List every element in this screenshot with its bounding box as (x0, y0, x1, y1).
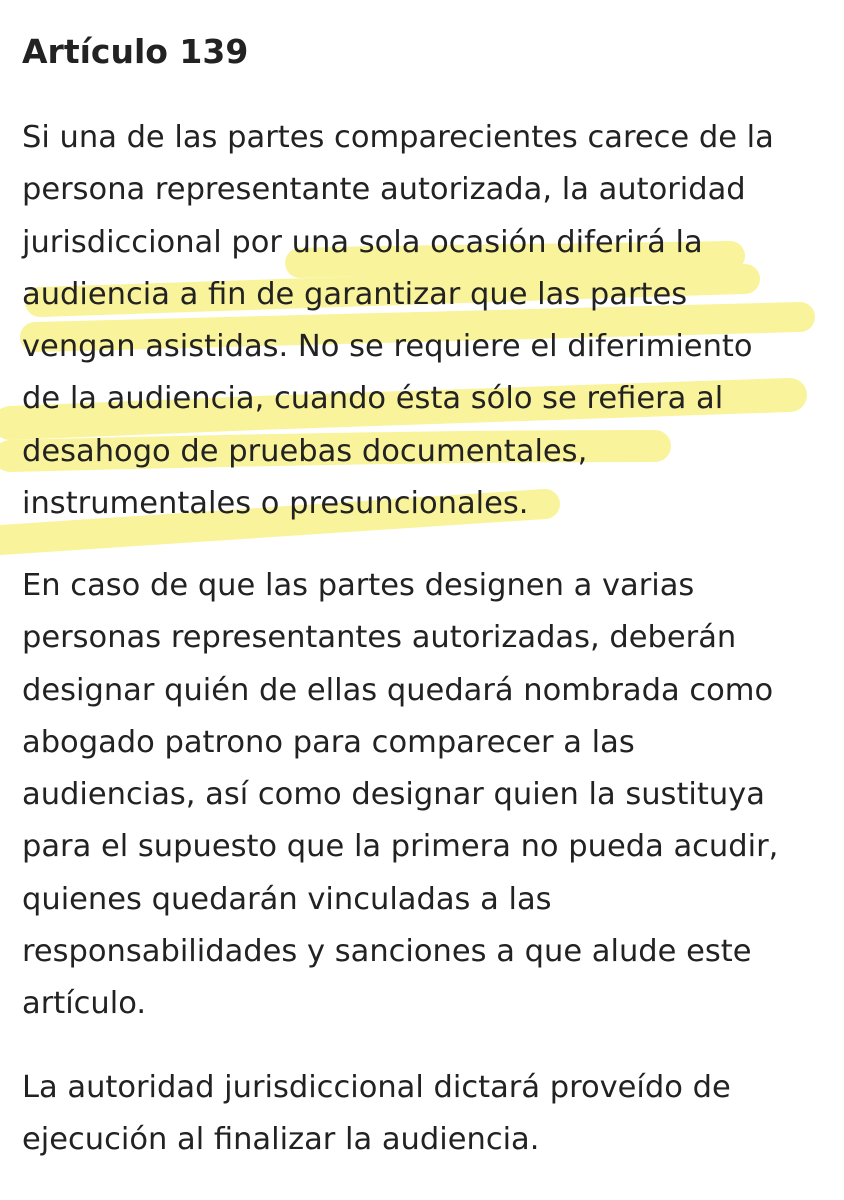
article-title: Artículo 139 (22, 32, 249, 71)
paragraph-line: audiencias, así como designar quien la sustituya (22, 777, 765, 813)
paragraph-line: artículo. (22, 986, 147, 1022)
paragraph-line: La autoridad jurisdiccional dictará proveído de (22, 1070, 731, 1105)
paragraph-line: de la audiencia, cuando ésta sólo se refiera al (22, 381, 724, 417)
paragraph-line: para el supuesto que la primera no pueda acudir, (22, 829, 779, 865)
paragraph-line: ejecución al finalizar la audiencia. (22, 1122, 540, 1158)
paragraph-line: responsabilidades y sanciones a que alude este (22, 934, 752, 970)
paragraph-line: abogado patrono para comparecer a las (22, 724, 635, 760)
paragraph-line: personas representantes autorizadas, deberán (22, 620, 737, 656)
paragraph-line: persona representante autorizada, la autoridad (22, 172, 746, 208)
paragraph-line: quienes quedarán vinculadas a las (22, 881, 552, 917)
paragraph-line: audiencia a fin de garantizar que las partes (22, 276, 688, 312)
paragraph-line: instrumentales o presuncionales. (22, 486, 529, 522)
article-paragraph-3 (22, 1062, 731, 1167)
paragraph-line: jurisdiccional por una sola ocasión diferirá la (22, 224, 703, 260)
article-paragraph-2 (22, 560, 778, 1031)
paragraph-line: designar quién de ellas quedará nombrada como (22, 672, 774, 708)
article-paragraph-1 (22, 112, 774, 530)
paragraph-line: vengan asistidas. No se requiere el diferimiento (22, 329, 753, 365)
paragraph-line: desahogo de pruebas documentales, (22, 433, 588, 469)
paragraph-line: En caso de que las partes designen a varias (22, 568, 695, 603)
paragraph-line: Si una de las partes comparecientes carece de la (22, 120, 774, 155)
